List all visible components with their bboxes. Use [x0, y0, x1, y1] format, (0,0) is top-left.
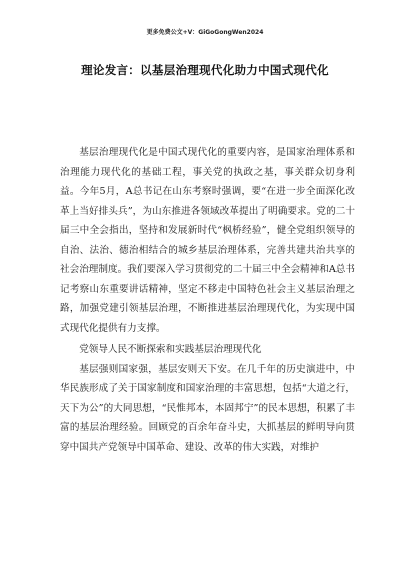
- section-heading: 党领导人民不断探索和实践基层治理现代化: [79, 344, 262, 355]
- header-note: 更多免费公文+V：GiGoGongWen2024: [146, 29, 264, 36]
- document-title: 理论发言：以基层治理现代化助力中国式现代化: [81, 63, 329, 77]
- body-paragraph-2: 基层强则国家强，基层安则天下安。在几千年的历史演进中，中华民族形成了关于国家制度和国家治理的丰富思想，包括“大道之行，天下为公”的大同思想，“民惟邦本，本固邦宁”的民本思想，积累了丰富的基层治理经验。回顾党的百余年奋斗史，大抓基层的鲜明导向贯穿中国共产党领导中国革命、建设、改革的伟大实践，对维护: [60, 363, 355, 453]
- document-body: [60, 143, 355, 457]
- body-paragraph-1: 基层治理现代化是中国式现代化的重要内容，是国家治理体系和治理能力现代化的基础工程，事关党的执政之基，事关群众切身利益。今年5月，A总书记在山东考察时强调，要“在进一步全面深化改革上当好排头兵”，为山东推进各领域改革提出了明确要求。党的二十届三中全会指出，坚持和发展新时代“枫桥经验”，健全党组织领导的自治、法治、德治相结合的城乡基层治理体系，完善共建共治共享的社会治理制度。我们要深入学习贯彻党的二十届三中全会精神和A总书记考察山东重要讲话精神，坚定不移走中国特色社会主义基层治理之路，加强党建引领基层治理，不断推进基层治理现代化，为实现中国式现代化提供有力支撑。: [60, 147, 355, 334]
